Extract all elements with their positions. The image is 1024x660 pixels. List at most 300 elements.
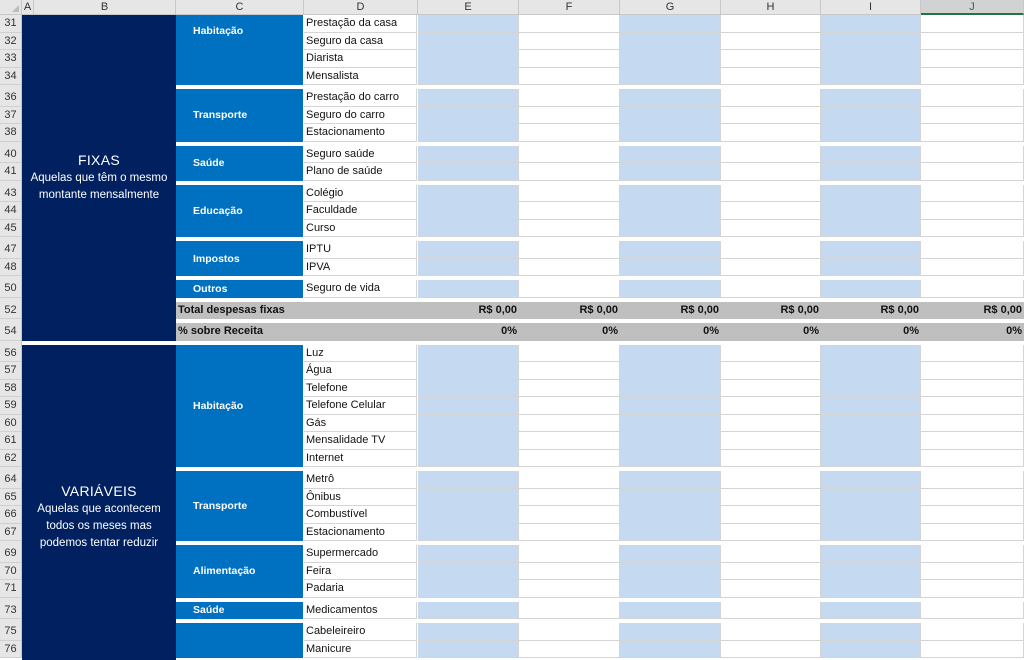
row-header[interactable]: 32 [0,33,22,51]
month-cell-e[interactable] [418,280,519,298]
month-cell-j[interactable] [921,220,1024,238]
month-cell-g[interactable] [620,15,721,33]
month-cell-i[interactable] [821,15,921,33]
row-header[interactable]: 57 [0,362,22,380]
month-cell-f[interactable] [519,545,620,563]
month-cell-g[interactable] [620,33,721,51]
month-cell-e[interactable] [418,641,519,659]
month-cell-f[interactable] [519,489,620,507]
month-cell-j[interactable] [921,280,1024,298]
month-cell-h[interactable] [721,362,821,380]
row-header[interactable]: 65 [0,489,22,507]
column-header-a[interactable]: A [22,0,34,15]
row-header[interactable]: 31 [0,15,22,33]
month-cell-i[interactable] [821,107,921,125]
expense-item[interactable]: Mensalidade TV [304,432,417,450]
group-variaveis [22,345,176,660]
row-header[interactable]: 34 [0,68,22,86]
month-cell-f[interactable] [519,345,620,363]
summary-value[interactable]: 0% [803,325,819,337]
month-cell-h[interactable] [721,602,821,620]
month-cell-h[interactable] [721,641,821,659]
month-cell-g[interactable] [620,124,721,142]
expense-item[interactable]: Ônibus [304,489,417,507]
month-cell-g[interactable] [620,280,721,298]
month-cell-f[interactable] [519,50,620,68]
summary-label: Total despesas fixas [178,303,285,316]
month-cell-h[interactable] [721,432,821,450]
month-cell-h[interactable] [721,202,821,220]
month-cell-i[interactable] [821,380,921,398]
month-cell-j[interactable] [921,641,1024,659]
month-cell-g[interactable] [620,563,721,581]
month-cell-f[interactable] [519,33,620,51]
expense-item[interactable]: Luz [304,345,417,363]
month-cell-f[interactable] [519,580,620,598]
month-cell-j[interactable] [921,397,1024,415]
expense-item[interactable]: Telefone [304,380,417,398]
category-label[interactable]: Impostos [176,241,303,276]
month-cell-i[interactable] [821,241,921,259]
total-fixed-expenses-row [176,302,1024,320]
column-header-g[interactable]: G [620,0,721,15]
month-cell-j[interactable] [921,524,1024,542]
month-cell-e[interactable] [418,50,519,68]
summary-value[interactable]: R$ 0,00 [780,303,819,316]
month-cell-e[interactable] [418,471,519,489]
month-cell-j[interactable] [921,506,1024,524]
expense-item[interactable]: Colégio [304,185,417,203]
row-header[interactable]: 41 [0,163,22,181]
month-cell-e[interactable] [418,450,519,468]
month-cell-g[interactable] [620,450,721,468]
column-header-i[interactable]: I [821,0,921,15]
month-cell-g[interactable] [620,163,721,181]
expense-item[interactable]: Combustível [304,506,417,524]
month-cell-g[interactable] [620,220,721,238]
row-header[interactable]: 37 [0,107,22,125]
month-cell-i[interactable] [821,202,921,220]
month-cell-h[interactable] [721,68,821,86]
group-fixas [22,15,176,341]
month-cell-g[interactable] [620,345,721,363]
month-cell-h[interactable] [721,220,821,238]
summary-value[interactable]: 0% [602,325,618,337]
month-cell-e[interactable] [418,107,519,125]
expense-item[interactable]: Internet [304,450,417,468]
row-header[interactable]: 43 [0,185,22,203]
group-title: VARIÁVEIS [61,482,137,499]
month-cell-j[interactable] [921,545,1024,563]
summary-value[interactable]: R$ 0,00 [680,303,719,316]
month-cell-j[interactable] [921,241,1024,259]
month-cell-j[interactable] [921,563,1024,581]
month-cell-f[interactable] [519,563,620,581]
month-cell-e[interactable] [418,580,519,598]
month-cell-g[interactable] [620,545,721,563]
month-cell-h[interactable] [721,241,821,259]
month-cell-i[interactable] [821,489,921,507]
summary-value[interactable]: R$ 0,00 [983,303,1022,316]
month-cell-j[interactable] [921,471,1024,489]
category-label[interactable]: Alimentação [176,545,303,598]
month-cell-j[interactable] [921,185,1024,203]
month-cell-j[interactable] [921,68,1024,86]
month-cell-h[interactable] [721,563,821,581]
month-cell-f[interactable] [519,397,620,415]
row-header[interactable]: 40 [0,146,22,164]
month-cell-f[interactable] [519,280,620,298]
month-cell-e[interactable] [418,241,519,259]
month-cell-h[interactable] [721,580,821,598]
month-cell-h[interactable] [721,280,821,298]
month-cell-e[interactable] [418,380,519,398]
row-header[interactable]: 71 [0,580,22,598]
month-cell-f[interactable] [519,107,620,125]
expense-item[interactable]: Seguro da casa [304,33,417,51]
summary-value[interactable]: R$ 0,00 [478,303,517,316]
month-cell-j[interactable] [921,146,1024,164]
month-cell-f[interactable] [519,415,620,433]
row-header[interactable]: 44 [0,202,22,220]
month-cell-j[interactable] [921,15,1024,33]
month-cell-i[interactable] [821,33,921,51]
month-cell-g[interactable] [620,50,721,68]
expense-item[interactable]: Padaria [304,580,417,598]
group-title: FIXAS [78,151,120,168]
month-cell-j[interactable] [921,345,1024,363]
month-cell-g[interactable] [620,524,721,542]
select-all-corner[interactable] [0,0,22,15]
month-cell-i[interactable] [821,220,921,238]
month-cell-i[interactable] [821,623,921,641]
month-cell-h[interactable] [721,50,821,68]
month-cell-h[interactable] [721,107,821,125]
month-cell-g[interactable] [620,580,721,598]
expense-item[interactable]: Prestação do carro [304,89,417,107]
month-cell-h[interactable] [721,345,821,363]
month-cell-e[interactable] [418,345,519,363]
summary-value[interactable]: R$ 0,00 [880,303,919,316]
summary-value[interactable]: R$ 0,00 [579,303,618,316]
month-cell-g[interactable] [620,89,721,107]
expense-item[interactable]: Curso [304,220,417,238]
row-header[interactable]: 60 [0,415,22,433]
month-cell-h[interactable] [721,415,821,433]
month-cell-i[interactable] [821,68,921,86]
month-cell-h[interactable] [721,185,821,203]
month-cell-f[interactable] [519,641,620,659]
expense-item[interactable]: Metrô [304,471,417,489]
month-cell-i[interactable] [821,185,921,203]
category-label[interactable]: Educação [176,185,303,238]
summary-value[interactable]: 0% [703,325,719,337]
month-cell-j[interactable] [921,602,1024,620]
month-cell-f[interactable] [519,362,620,380]
month-cell-h[interactable] [721,545,821,563]
month-cell-i[interactable] [821,415,921,433]
month-cell-f[interactable] [519,450,620,468]
column-header-j[interactable]: J [921,0,1024,15]
month-cell-h[interactable] [721,146,821,164]
row-header[interactable]: 67 [0,524,22,542]
month-cell-i[interactable] [821,397,921,415]
category-label[interactable]: Transporte [176,471,303,541]
month-cell-g[interactable] [620,202,721,220]
month-cell-g[interactable] [620,107,721,125]
percent-of-revenue-row [176,323,1024,341]
month-cell-g[interactable] [620,489,721,507]
month-cell-h[interactable] [721,489,821,507]
category-label[interactable] [176,623,303,658]
month-cell-i[interactable] [821,89,921,107]
month-cell-f[interactable] [519,506,620,524]
month-cell-j[interactable] [921,415,1024,433]
row-header[interactable]: 75 [0,623,22,641]
row-header[interactable]: 69 [0,545,22,563]
category-label[interactable]: Saúde [176,602,303,620]
expense-item[interactable]: Gás [304,415,417,433]
month-cell-e[interactable] [418,220,519,238]
month-cell-f[interactable] [519,146,620,164]
month-cell-e[interactable] [418,259,519,277]
category-label[interactable]: Outros [176,280,303,298]
row-header[interactable]: 45 [0,220,22,238]
month-cell-f[interactable] [519,259,620,277]
month-cell-j[interactable] [921,380,1024,398]
expense-item[interactable]: Medicamentos [304,602,417,620]
summary-value[interactable]: 0% [903,325,919,337]
row-header[interactable]: 36 [0,89,22,107]
month-cell-g[interactable] [620,146,721,164]
month-cell-f[interactable] [519,124,620,142]
month-cell-i[interactable] [821,545,921,563]
row-header[interactable]: 47 [0,241,22,259]
expense-item[interactable]: Estacionamento [304,524,417,542]
month-cell-f[interactable] [519,202,620,220]
month-cell-e[interactable] [418,489,519,507]
month-cell-e[interactable] [418,362,519,380]
month-cell-h[interactable] [721,163,821,181]
month-cell-e[interactable] [418,397,519,415]
month-cell-i[interactable] [821,345,921,363]
month-cell-j[interactable] [921,124,1024,142]
expense-item[interactable]: Plano de saúde [304,163,417,181]
column-header-c[interactable]: C [176,0,304,15]
month-cell-f[interactable] [519,163,620,181]
month-cell-e[interactable] [418,68,519,86]
month-cell-g[interactable] [620,68,721,86]
month-cell-g[interactable] [620,623,721,641]
row-header[interactable]: 58 [0,380,22,398]
month-cell-f[interactable] [519,524,620,542]
month-cell-i[interactable] [821,580,921,598]
month-cell-i[interactable] [821,602,921,620]
month-cell-f[interactable] [519,432,620,450]
month-cell-j[interactable] [921,432,1024,450]
expense-item[interactable]: Prestação da casa [304,15,417,33]
month-cell-f[interactable] [519,15,620,33]
month-cell-g[interactable] [620,185,721,203]
summary-value[interactable]: 0% [501,325,517,337]
column-header-e[interactable]: E [418,0,519,15]
month-cell-f[interactable] [519,241,620,259]
month-cell-e[interactable] [418,163,519,181]
month-cell-i[interactable] [821,146,921,164]
month-cell-e[interactable] [418,506,519,524]
month-cell-h[interactable] [721,380,821,398]
month-cell-f[interactable] [519,623,620,641]
month-cell-j[interactable] [921,50,1024,68]
row-header[interactable]: 48 [0,259,22,277]
expense-item[interactable]: Feira [304,563,417,581]
month-cell-i[interactable] [821,280,921,298]
month-cell-h[interactable] [721,450,821,468]
month-cell-f[interactable] [519,68,620,86]
month-cell-e[interactable] [418,432,519,450]
month-cell-h[interactable] [721,259,821,277]
month-cell-f[interactable] [519,602,620,620]
month-cell-e[interactable] [418,524,519,542]
month-cell-g[interactable] [620,397,721,415]
month-cell-i[interactable] [821,524,921,542]
category-label[interactable]: Habitação [176,15,303,85]
row-header[interactable]: 33 [0,50,22,68]
month-cell-g[interactable] [620,471,721,489]
month-cell-h[interactable] [721,89,821,107]
expense-item[interactable]: Estacionamento [304,124,417,142]
expense-item[interactable]: IPVA [304,259,417,277]
row-header[interactable]: 62 [0,450,22,468]
month-cell-e[interactable] [418,563,519,581]
month-cell-e[interactable] [418,602,519,620]
expense-item[interactable]: Mensalista [304,68,417,86]
month-cell-h[interactable] [721,471,821,489]
group-subtitle: Aquelas que acontecem todos os meses mas podemos tentar reduzir [37,502,161,549]
category-label[interactable]: Habitação [176,345,303,468]
month-cell-f[interactable] [519,220,620,238]
month-cell-j[interactable] [921,89,1024,107]
month-cell-f[interactable] [519,380,620,398]
month-cell-j[interactable] [921,107,1024,125]
column-header-f[interactable]: F [519,0,620,15]
category-label[interactable]: Saúde [176,146,303,181]
month-cell-g[interactable] [620,362,721,380]
month-cell-e[interactable] [418,545,519,563]
month-cell-i[interactable] [821,362,921,380]
month-cell-e[interactable] [418,623,519,641]
month-cell-h[interactable] [721,124,821,142]
row-header[interactable]: 50 [0,280,22,298]
expense-item[interactable]: Água [304,362,417,380]
month-cell-j[interactable] [921,202,1024,220]
month-cell-e[interactable] [418,124,519,142]
column-header-b[interactable]: B [34,0,176,15]
expense-item[interactable]: Diarista [304,50,417,68]
month-cell-i[interactable] [821,163,921,181]
row-header[interactable]: 54 [0,323,22,341]
row-header[interactable]: 56 [0,345,22,363]
month-cell-j[interactable] [921,33,1024,51]
row-header[interactable]: 61 [0,432,22,450]
month-cell-g[interactable] [620,415,721,433]
expense-item[interactable]: Seguro de vida [304,280,417,298]
month-cell-i[interactable] [821,50,921,68]
month-cell-g[interactable] [620,380,721,398]
month-cell-j[interactable] [921,163,1024,181]
month-cell-h[interactable] [721,623,821,641]
expense-item[interactable]: Seguro saúde [304,146,417,164]
category-label[interactable]: Transporte [176,89,303,142]
month-cell-g[interactable] [620,432,721,450]
row-header[interactable]: 59 [0,397,22,415]
expense-item[interactable]: Faculdade [304,202,417,220]
month-cell-g[interactable] [620,506,721,524]
month-cell-i[interactable] [821,124,921,142]
month-cell-h[interactable] [721,15,821,33]
month-cell-f[interactable] [519,185,620,203]
row-header[interactable]: 70 [0,563,22,581]
month-cell-i[interactable] [821,641,921,659]
expense-item[interactable]: Seguro do carro [304,107,417,125]
month-cell-e[interactable] [418,89,519,107]
month-cell-g[interactable] [620,241,721,259]
month-cell-h[interactable] [721,524,821,542]
column-header-h[interactable]: H [721,0,821,15]
month-cell-e[interactable] [418,146,519,164]
month-cell-h[interactable] [721,506,821,524]
row-header[interactable]: 52 [0,302,22,320]
month-cell-j[interactable] [921,259,1024,277]
month-cell-f[interactable] [519,89,620,107]
month-cell-i[interactable] [821,450,921,468]
month-cell-i[interactable] [821,259,921,277]
month-cell-i[interactable] [821,432,921,450]
month-cell-i[interactable] [821,471,921,489]
expense-item[interactable]: Telefone Celular [304,397,417,415]
month-cell-g[interactable] [620,602,721,620]
month-cell-j[interactable] [921,450,1024,468]
expense-item[interactable]: Cabeleireiro [304,623,417,641]
expense-item[interactable]: IPTU [304,241,417,259]
month-cell-h[interactable] [721,397,821,415]
month-cell-g[interactable] [620,259,721,277]
month-cell-e[interactable] [418,33,519,51]
month-cell-j[interactable] [921,623,1024,641]
month-cell-e[interactable] [418,415,519,433]
month-cell-e[interactable] [418,185,519,203]
month-cell-e[interactable] [418,15,519,33]
month-cell-f[interactable] [519,471,620,489]
month-cell-j[interactable] [921,489,1024,507]
column-header-d[interactable]: D [304,0,418,15]
row-header[interactable]: 73 [0,602,22,620]
row-header[interactable]: 76 [0,641,22,659]
row-header[interactable]: 66 [0,506,22,524]
month-cell-i[interactable] [821,563,921,581]
summary-value[interactable]: 0% [1006,325,1022,337]
row-header[interactable]: 38 [0,124,22,142]
month-cell-e[interactable] [418,202,519,220]
month-cell-g[interactable] [620,641,721,659]
expense-item[interactable]: Supermercado [304,545,417,563]
row-header[interactable]: 64 [0,471,22,489]
month-cell-h[interactable] [721,33,821,51]
expense-item[interactable]: Manicure [304,641,417,659]
month-cell-i[interactable] [821,506,921,524]
month-cell-j[interactable] [921,580,1024,598]
month-cell-j[interactable] [921,362,1024,380]
